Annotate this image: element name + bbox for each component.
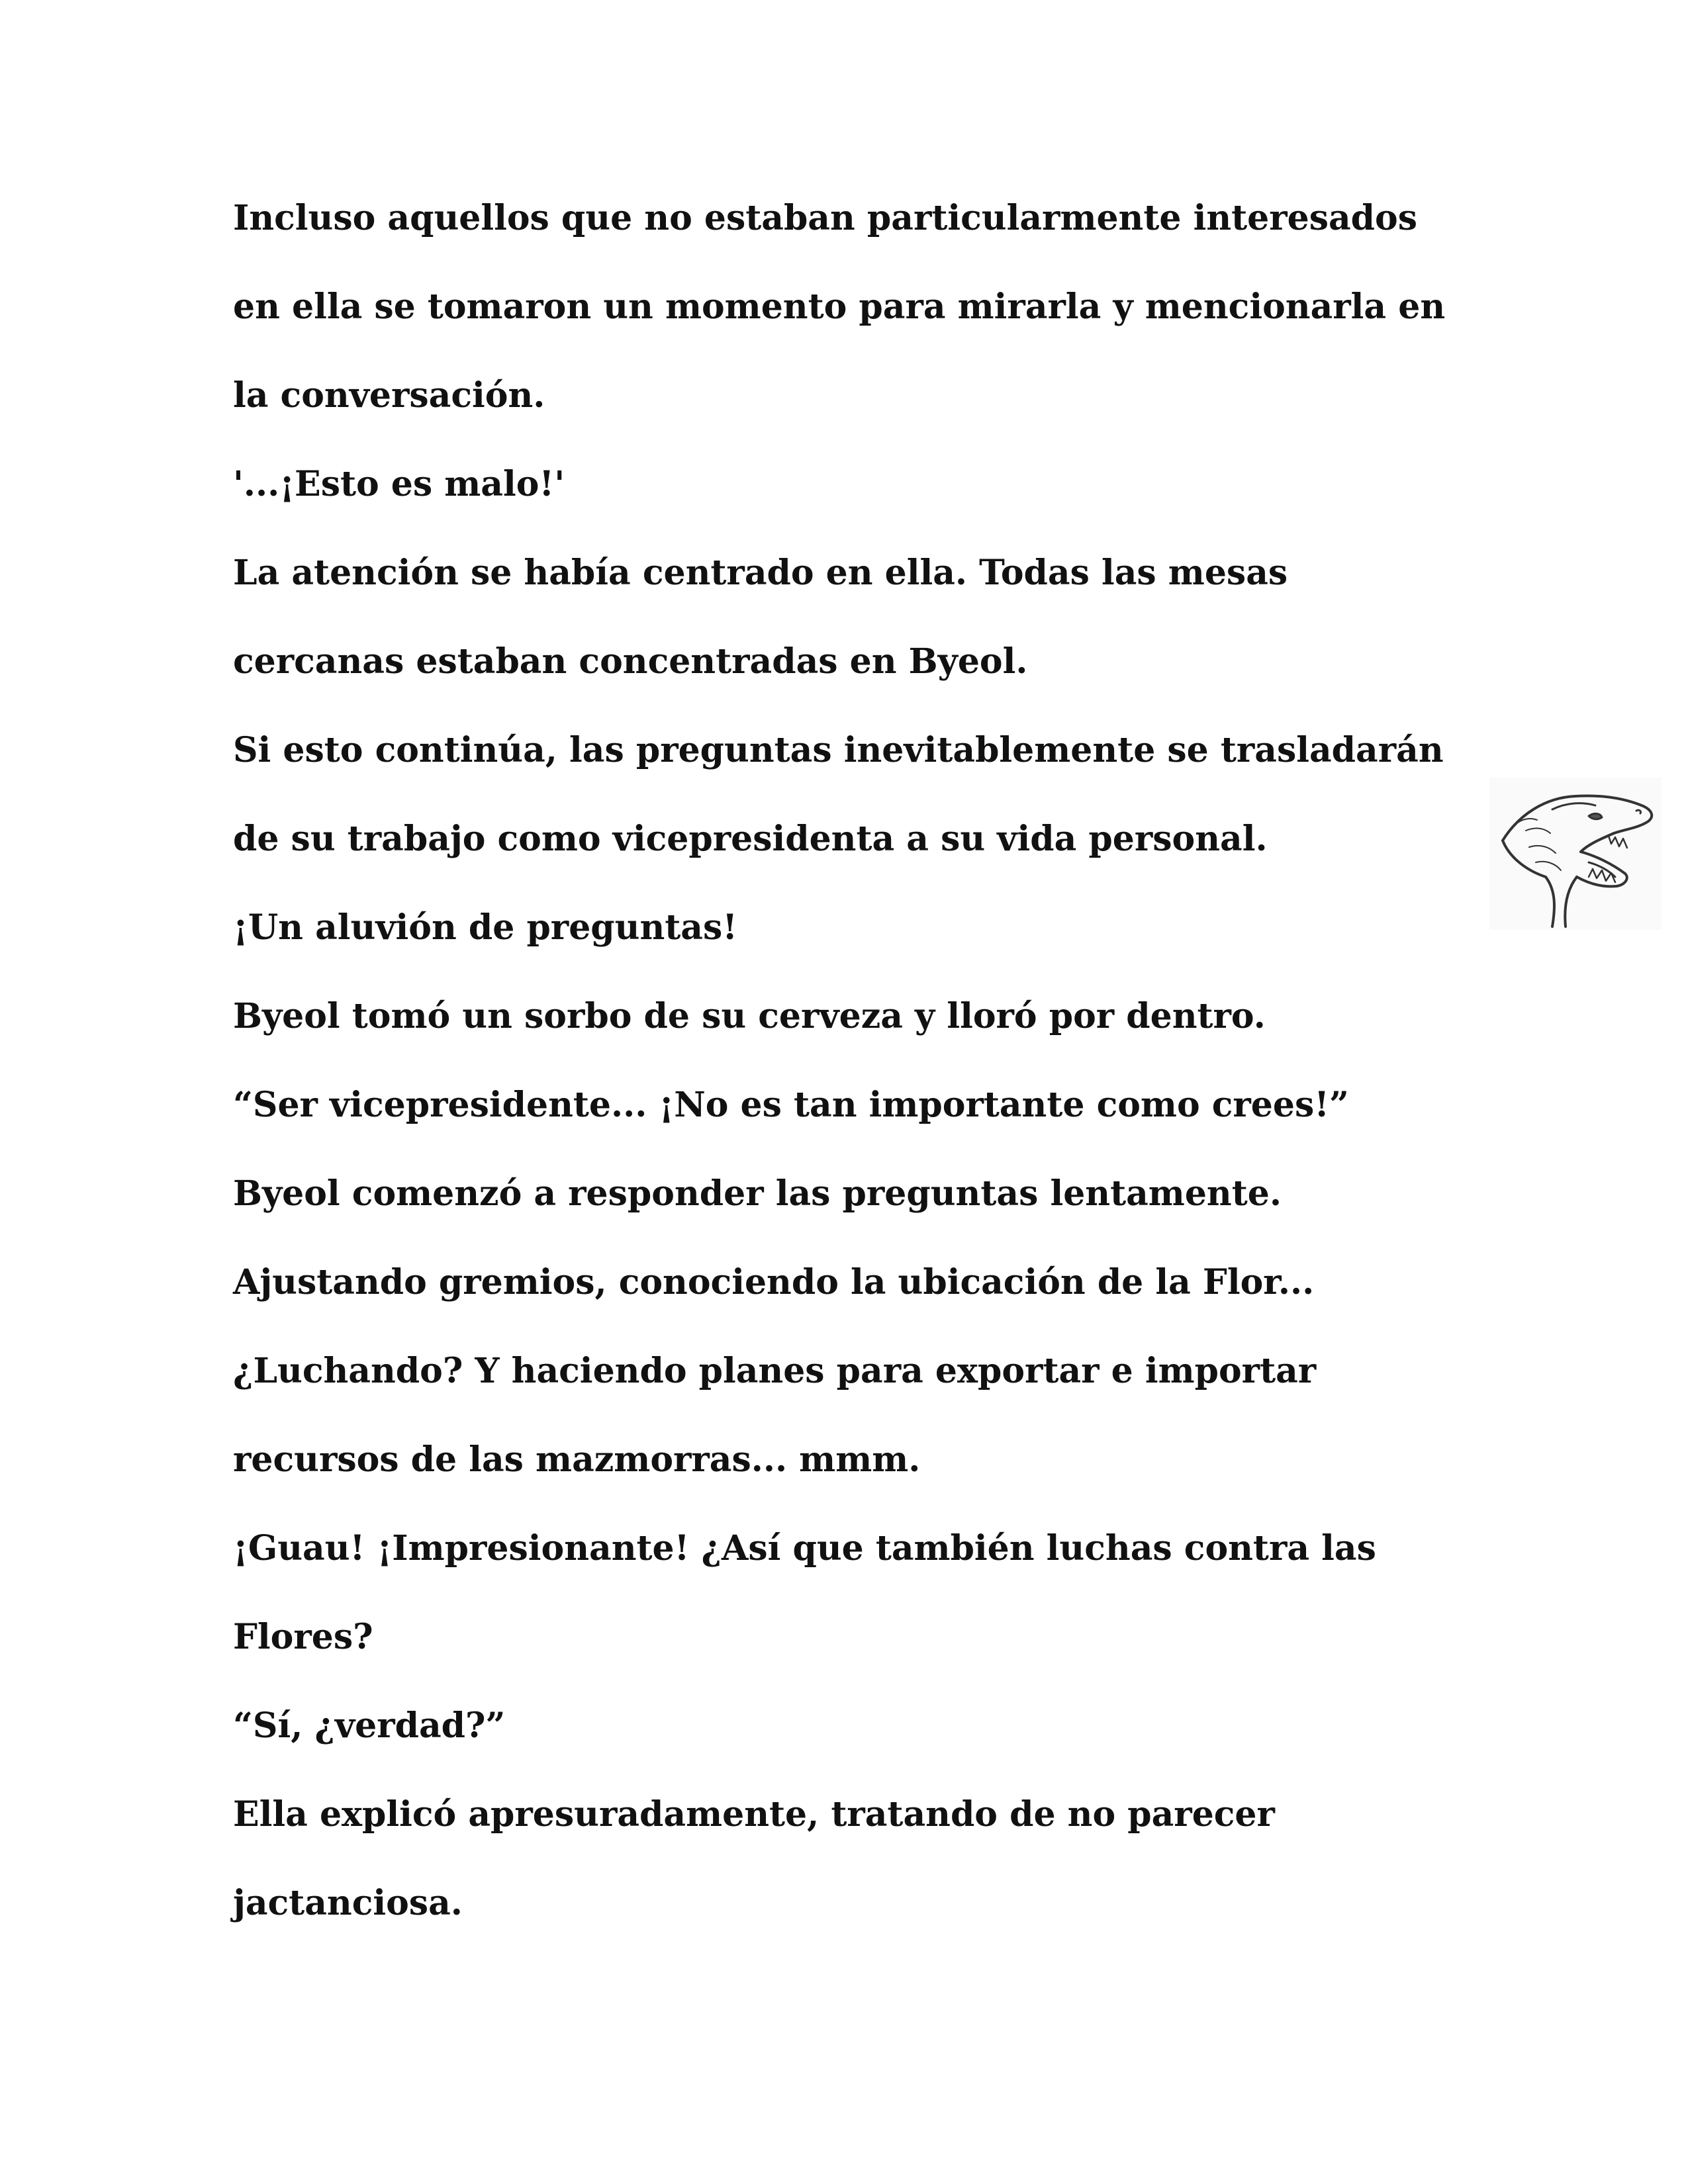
text-line: Si esto continúa, las preguntas inevitablemente se trasladarán: [233, 730, 1444, 770]
text-line: cercanas estaban concentradas en Byeol.: [233, 641, 1028, 682]
text-line: ¡Un aluvión de preguntas!: [233, 907, 738, 948]
text-line: Incluso aquellos que no estaban particularmente interesados: [233, 198, 1417, 238]
text-line: La atención se había centrado en ella. Todas las mesas: [233, 553, 1288, 593]
text-line: Ella explicó apresuradamente, tratando de no parecer: [233, 1794, 1275, 1835]
story-text: [233, 192, 1530, 1966]
text-line: “Ser vicepresidente... ¡No es tan importante como crees!”: [233, 1085, 1349, 1125]
dinosaur-sketch-icon: [1489, 778, 1662, 930]
text-line: Flores?: [233, 1617, 373, 1657]
text-line: Byeol tomó un sorbo de su cerveza y lloró por dentro.: [233, 996, 1266, 1036]
text-line: jactanciosa.: [233, 1883, 463, 1923]
text-line: Byeol comenzó a responder las preguntas lentamente.: [233, 1173, 1282, 1214]
text-line: de su trabajo como vicepresidenta a su vida personal.: [233, 819, 1268, 859]
text-line: en ella se tomaron un momento para mirarla y mencionarla en: [233, 287, 1446, 327]
text-line: ¡Guau! ¡Impresionante! ¿Así que también luchas contra las: [233, 1528, 1376, 1569]
text-line: Ajustando gremios, conociendo la ubicación de la Flor...: [233, 1262, 1315, 1302]
text-line: '...¡Esto es malo!': [233, 464, 565, 504]
text-line: ¿Luchando? Y haciendo planes para exportar e importar: [233, 1351, 1317, 1391]
text-line: la conversación.: [233, 375, 545, 416]
text-line: recursos de las mazmorras... mmm.: [233, 1439, 921, 1480]
text-line: “Sí, ¿verdad?”: [233, 1706, 506, 1746]
